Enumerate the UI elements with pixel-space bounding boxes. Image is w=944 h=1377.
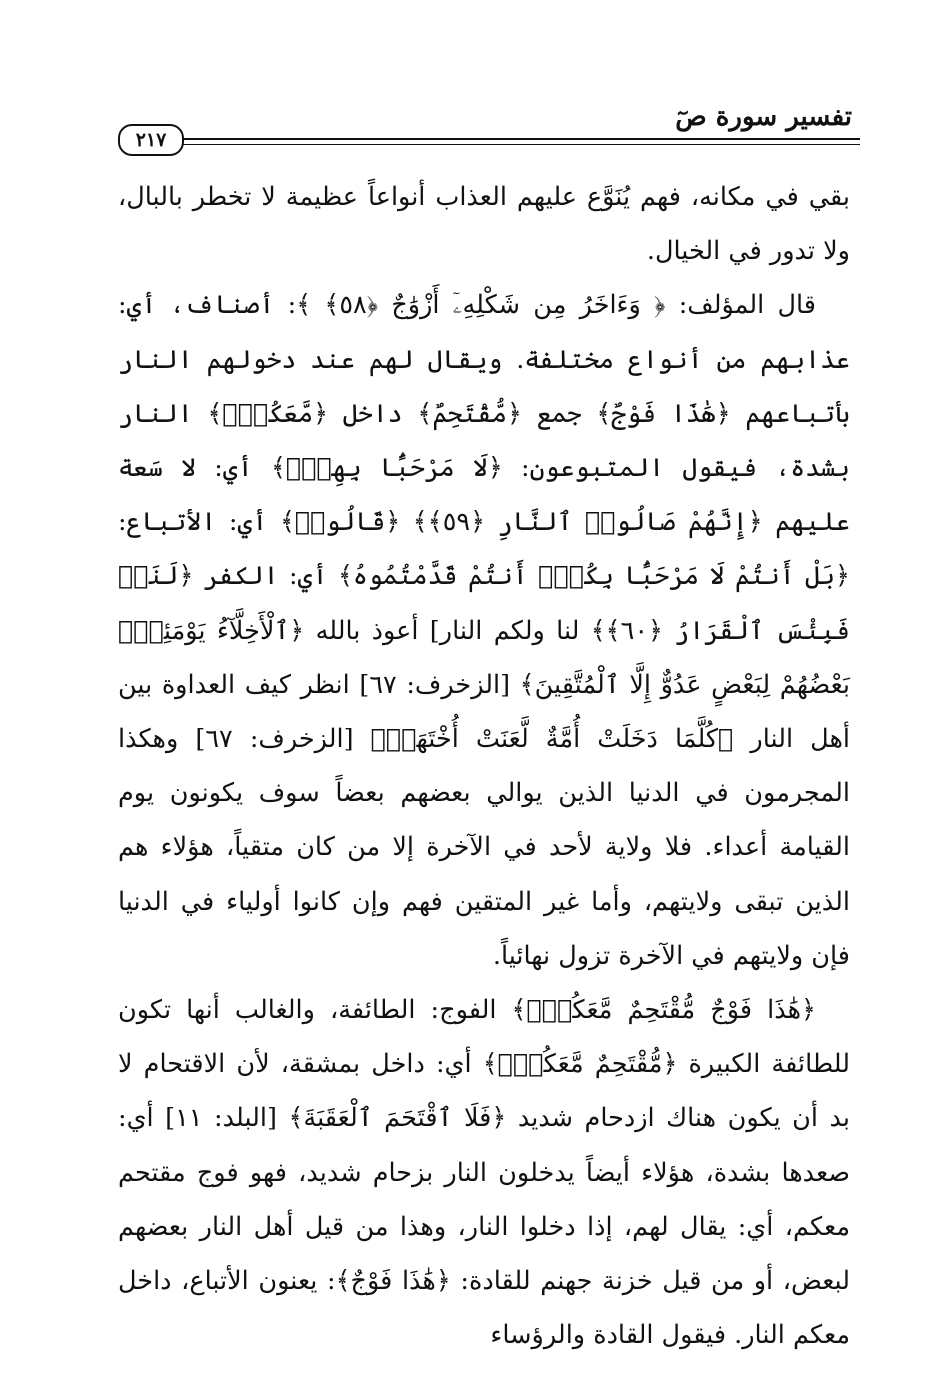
page-title: تفسير سورة صٓ [675, 102, 852, 132]
body-text [118, 170, 850, 1362]
paragraph-3: ﴿هَٰذَا فَوْجٌ مُّقْتَحِمٌ مَّعَكُمْۖ﴾ الفوج: الطائفة، والغالب أنها تكون للطائفة الكبيرة ﴿مُّقْتَحِمٌ مَّعَكُمْۖ﴾ أي: داخل بمشقة، لأن الاقتحام لا بد أن يكون هناك ازدحام شديد ﴿فَلَا ٱقْتَحَمَ ٱلْعَقَبَةَ﴾ [البلد: ١١] أي: صعدها بشدة، هؤلاء أيضاً يدخلون النار بزحام شديد، فهو فوج مقتحم معكم، أي: يقال لهم، إذا دخلوا النار، وهذا من قيل أهل النار بعضهم لبعض، أو من قيل خزنة جهنم للقادة: ﴿هَٰذَا فَوْجٌ﴾: يعنون الأتباع، داخل معكم النار. فيقول القادة والرؤساء [118, 995, 850, 1351]
header-rule [176, 138, 860, 140]
paragraph-1: بقي في مكانه، فهم يُنَوَّع عليهم العذاب أنواعاً عظيمة لا تخطر بالبال، ولا تدور في الخيال. [118, 182, 850, 267]
page-header [118, 96, 860, 156]
paragraph-2: قال المؤلف: ﴿ وَءَاخَرُ مِن شَكْلِهِۦٓ أَزْوَٰجٌ ﴿٥٨﴾ ﴾: أصناف، أي: عذابهم من أنواع مختلفة. ويقال لهم عند دخولهم النار بأتباعهم ﴿هَٰذَا فَوْجٌ﴾ جمع ﴿مُّقْتَحِمٌ﴾ داخل ﴿مَّعَكُمْۖ﴾ النار بشدة، فيقول المتبوعون: ﴿لَا مَرْحَبًۢا بِهِمْۚ﴾ أي: لا سَعة عليهم ﴿إِنَّهُمْ صَالُوا۟ ٱلنَّارِ ﴿٥٩﴾﴾ ﴿قَالُوا۟﴾ أي: الأتباع: ﴿بَلْ أَنتُمْ لَا مَرْحَبًۢا بِكُمْۖ أَنتُمْ قَدَّمْتُمُوهُ﴾ أي: الكفر ﴿لَنَاۖ فَبِئْسَ ٱلْقَرَارُ ﴿٦٠﴾﴾ لنا ولكم النار] أعوذ بالله ﴿ٱلْأَخِلَّآءُ يَوْمَئِذٍۭ بَعْضُهُمْ لِبَعْضٍ عَدُوٌّ إِلَّا ٱلْمُتَّقِينَ﴾ [الزخرف: ٦٧] انظر كيف العداوة بين أهل النار ﴿كُلَّمَا دَخَلَتْ أُمَّةٌ لَّعَنَتْ أُخْتَهَاۖ﴾ [الزخرف: ٦٧] وهكذا المجرمون في الدنيا الذين يوالي بعضهم بعضاً سوف يكونون يوم القيامة أعداء. فلا ولاية لأحد في الآخرة إلا من كان متقياً، هؤلاء هم الذين تبقى ولايتهم، وأما غير المتقين فهم وإن كانوا أولياء في الدنيا فإن ولايتهم في الآخرة تزول نهائياً. [118, 290, 851, 971]
page-number: ٢١٧ [118, 124, 184, 156]
header-rule-thin [176, 144, 860, 145]
